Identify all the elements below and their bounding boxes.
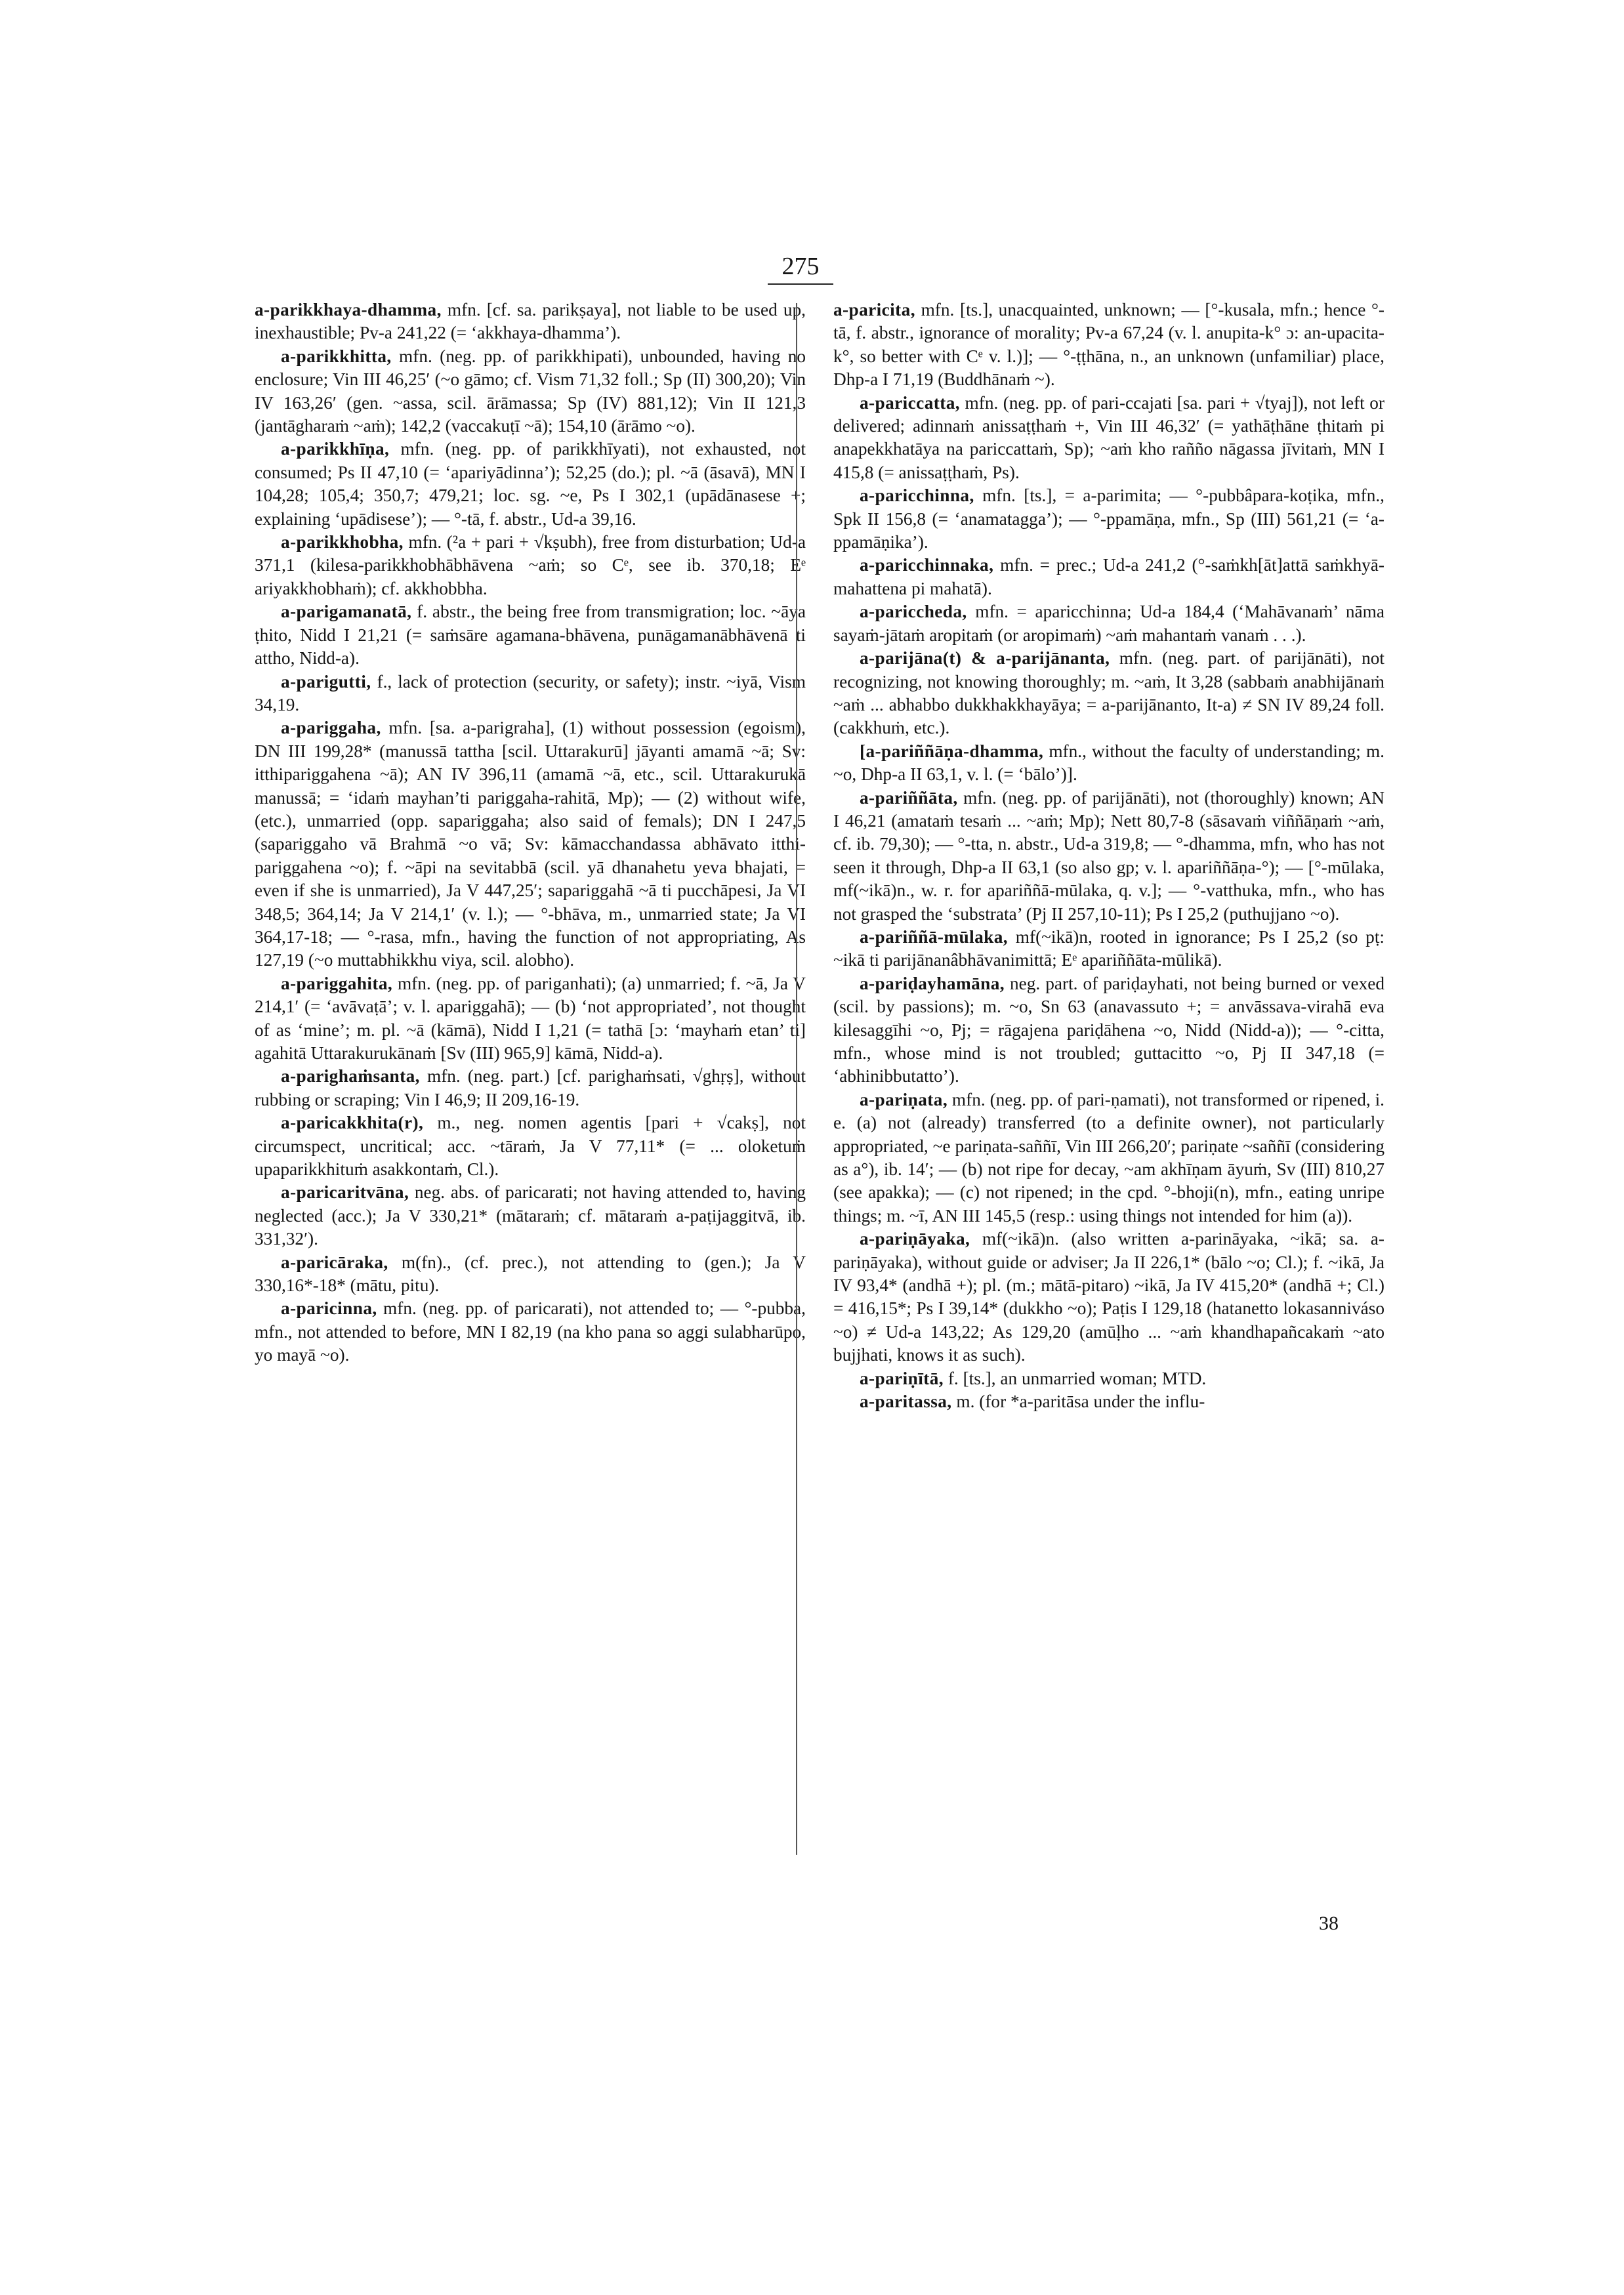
dictionary-entry <box>833 392 1385 485</box>
entry-headword: a-pariṇāyaka, <box>860 1229 970 1249</box>
dictionary-entry <box>255 1251 806 1298</box>
entry-definition: mfn. = aparicchinna; Ud-a 184,4 (‘Mahāvanaṁ’ nāma sayaṁ-jātaṁ aropitaṁ (or aropimaṁ) ~aṁ mahantaṁ vanaṁ . . .). <box>833 602 1385 645</box>
entry-definition: mfn. (neg. pp. of pari-ccajati [sa. pari + √tyaj]), not left or delivered; adinnaṁ anissaṭṭhaṁ +, Vin III 46,32′ (= yathāṭhāne ṭhitaṁ pi anapekkhatāya na pariccattaṁ, Sp); ~aṁ kho rañño nāgassa jīvitaṁ, MN I 415,8 (= anissaṭṭhaṁ, Ps). <box>833 392 1385 482</box>
right-column <box>833 299 1385 1414</box>
entry-headword: a-paricita, <box>833 300 915 320</box>
entry-headword: a-parigamanatā, <box>281 602 412 622</box>
entry-definition: mfn. (neg. part. of parijānāti), not recognizing, not knowing thoroughly; m. ~aṁ, It 3,28 (sabbaṁ anabhijānaṁ ~aṁ ... abhabbo dukkhakkhayāya; = a-parijānanto, It-a) ≠ SN IV 89,24 foll. (cakkhuṁ, etc.). <box>833 648 1385 738</box>
dictionary-entry <box>833 740 1385 787</box>
entry-headword: a-pariccheda, <box>860 602 967 622</box>
dictionary-entry <box>255 438 806 531</box>
entry-definition: mfn. (neg. pp. of paricarati), not attended to; — °-pubba, mfn., not attended to before, MN I 82,19 (na kho pana so aggi sulabharūpo, yo mayā ~o). <box>255 1298 806 1365</box>
dictionary-entry <box>255 1065 806 1111</box>
entry-definition: mfn., without the faculty of understanding; m. ~o, Dhp-a II 63,1, v. l. (= ‘bālo’)]. <box>833 741 1385 785</box>
entry-headword: a-parikkhitta, <box>281 346 392 366</box>
dictionary-entry <box>833 926 1385 972</box>
dictionary-entry <box>255 1111 806 1181</box>
dictionary-entry <box>255 972 806 1065</box>
signature-mark: 38 <box>1319 1912 1339 1934</box>
entry-headword: a-paricāraka, <box>281 1252 388 1272</box>
entry-headword: a-pariggaha, <box>281 718 381 738</box>
dictionary-entry <box>255 531 806 600</box>
entry-headword: a-pariccatta, <box>860 392 961 413</box>
dictionary-entry <box>255 1181 806 1251</box>
entry-definition: mfn. = prec.; Ud-a 241,2 (°-saṁkh[āt]attā saṁkhyā-mahattena pi mahatā). <box>833 555 1385 598</box>
dictionary-entry <box>833 1390 1385 1413</box>
entry-headword: a-paricchinnaka, <box>860 555 994 575</box>
entry-headword: a-parikkhaya-dhamma, <box>255 300 442 320</box>
dictionary-entry <box>833 1228 1385 1367</box>
entry-definition: mfn. (neg. part.) [cf. parighaṁsati, √ghṛṣ], without rubbing or scraping; Vin I 46,9; II 209,16-19. <box>255 1066 806 1109</box>
entry-headword: a-paricinna, <box>281 1298 377 1319</box>
entry-definition: neg. abs. of paricarati; not having attended to, having neglected (acc.); Ja V 330,21* (mātaraṁ; cf. mātaraṁ a-paṭijaggitvā, ib. 331,32′). <box>255 1182 806 1249</box>
column-divider <box>796 303 797 1855</box>
dictionary-entry <box>833 787 1385 926</box>
entry-definition: f. abstr., the being free from transmigration; loc. ~āya ṭhito, Nidd I 21,21 (= saṁsāre agamana-bhāvena, punāgamanābhāvenā ti attho, Nidd-a). <box>255 602 806 669</box>
page-number: 275 <box>768 252 833 285</box>
entry-definition: mfn. (neg. pp. of parikkhipati), unbounded, having no enclosure; Vin III 46,25′ (~o gāmo; cf. Vism 71,32 foll.; Sp (II) 300,20); Vin IV 163,26′ (gen. ~assa, scil. ārāmassa; Sp (IV) 881,12); Vin II 121,3 (jantāgharaṁ ~aṁ); 142,2 (vaccakuṭī ~ā); 154,10 (ārāmo ~o). <box>255 346 806 436</box>
dictionary-entry <box>833 972 1385 1088</box>
entry-definition: mf(~ikā)n, rooted in ignorance; Ps I 25,2 (so pṭ: ~ikā ti parijānanâbhāvanimittā; Eᵉ apariññāta-mūlikā). <box>833 926 1385 970</box>
entry-definition: m. (for *a-paritāsa under the influ- <box>951 1392 1205 1412</box>
dictionary-entry <box>255 1297 806 1367</box>
dictionary-entry <box>833 554 1385 600</box>
dictionary-entry <box>833 647 1385 740</box>
entry-headword: a-pariggahita, <box>281 973 393 993</box>
entry-headword: a-parijāna(t) & a-parijānanta, <box>860 648 1110 669</box>
entry-headword: a-parighaṁsanta, <box>281 1066 420 1086</box>
entry-headword: a-pariññāta, <box>860 787 958 808</box>
entry-headword: [a-pariññāṇa-dhamma, <box>860 741 1044 761</box>
entry-definition: mfn. [ts.], unacquainted, unknown; — [°-kusala, mfn.; hence °-tā, f. abstr., ignorance of morality; Pv-a 67,24 (v. l. anupita-k° ɔ: an-upacita-k°, so better with Cᵉ v. l.)]; — °-ṭṭhāna, n., an unknown (unfamiliar) place, Dhp-a I 71,19 (Buddhānaṁ ~). <box>833 300 1385 390</box>
dictionary-entry <box>255 600 806 670</box>
entry-definition: mfn. [cf. sa. parikṣaya], not liable to be used up, inexhaustible; Pv-a 241,22 (= ‘akkhaya-dhamma’). <box>255 300 806 343</box>
entry-headword: a-parigutti, <box>281 671 371 692</box>
entry-definition: mf(~ikā)n. (also written a-parināyaka, ~ikā; sa. a-pariṇāyaka), without guide or adviser; Ja II 226,1* (bālo ~o; Cl.); f. ~ikā, Ja IV 93,4* (andhā +); pl. (m.; mātā-pitaro) ~ikā, Ja IV 415,20* (andhā +; Cl.) = 416,15*; Ps I 39,14* (dukkho ~o); Paṭis I 129,18 (hatanetto lokasanniváso ~o) ≠ Ud-a 143,22; As 129,20 (amūḷho ... ~aṁ khandhapañcakaṁ ~ato bujjhati, knows it as such). <box>833 1229 1385 1365</box>
entry-headword: a-paricaritvāna, <box>281 1182 409 1203</box>
entry-definition: mfn. (neg. pp. of pari-ṇamati), not transformed or ripened, i. e. (a) not (already) transferred (to a definite owner), not particularly appropriated, ~e pariṇata-saññī, Vin III 266,20′; pariṇate ~saññī (considering as a°), ib. 14′; — (b) not ripe for decay, ~am akhīṇam āyuṁ, Sv (III) 810,27 (see apakka); — (c) not ripened; in the cpd. °-bhoji(n), mfn., eating unripe things; m. ~ī, AN III 145,5 (resp.: using things not intended for him (a)). <box>833 1089 1385 1226</box>
entry-headword: a-pariññā-mūlaka, <box>860 926 1008 947</box>
entry-definition: mfn. [sa. a-parigraha], (1) without possession (egoism), DN III 199,28* (manussā tattha [scil. Uttarakurū] jāyanti amamā ~ā; Sv: itthipariggahena ~ā); AN IV 396,11 (amamā ~ā, etc., scil. Uttarakurukā manussā; = ‘idaṁ mayhan’ti pariggaha-rahitā, Mp); — (2) without wife, (etc.), unmarried (opp. sapariggaha; also said of femals); DN I 247,5 (sapariggaho vā Brahmā ~o vā; Sv: kāmacchandassa abhāvato itthi-pariggahena ~o); f. ~āpi na sevitabbā (scil. yā dhanahetu yeva bhajati, = even if she is unmarried), Ja V 447,25′; sapariggahā ~ā ti pucchāpesi, Ja VI 348,5; 364,14; Ja V 214,1′ (v. l.); — °-bhāva, m., unmarried state; Ja VI 364,17-18; — °-rasa, mfn., having the function of not appropriating, As 127,19 (~o muttabhikkhu viya, scil. alobho). <box>255 718 806 970</box>
entry-headword: a-parikkhobha, <box>281 532 404 552</box>
entry-definition: mfn. (neg. pp. of pariganhati); (a) unmarried; f. ~ā, Ja V 214,1′ (= ‘avāvaṭā’; v. l. apariggahā); — (b) ‘not appropriated’, not thought of as ‘mine’; m. pl. ~ā (kāmā), Nidd I 1,21 (= tathā [ɔ: ‘mayhaṁ etan’ ti] agahitā Uttarakurukānaṁ [Sv (III) 965,9] kāmā, Nidd-a). <box>255 973 806 1063</box>
entry-headword: a-paricakkhita(r), <box>281 1113 424 1133</box>
dictionary-entry <box>255 716 806 972</box>
entry-headword: a-pariṇata, <box>860 1089 948 1109</box>
entry-headword: a-pariḍayhamāna, <box>860 973 1005 993</box>
entry-definition: neg. part. of pariḍayhati, not being burned or vexed (scil. by passions); m. ~o, Sn 63 (anavassuto +; = anvāssava-virahā eva kilesaggīhi ~o, Pj; = rāgajena pariḍāhena ~o, Nidd (Nidd-a)); — °-citta, mfn., whose mind is not troubled; guttacitto ~o, Pj II 347,18 (= ‘abhinibbutatto’). <box>833 973 1385 1086</box>
entry-definition: f., lack of protection (security, or safety); instr. ~iyā, Vism 34,19. <box>255 671 806 714</box>
entry-definition: mfn. [ts.], = a-parimita; — °-pubbâpara-koṭika, mfn., Spk II 156,8 (= ‘anamatagga’); — °-ppamāṇa, mfn., Sp (III) 561,21 (= ‘a-ppamāṇika’). <box>833 486 1385 552</box>
dictionary-entry <box>833 299 1385 392</box>
entry-definition: f. [ts.], an unmarried woman; MTD. <box>944 1368 1207 1388</box>
entry-headword: a-pariṇītā, <box>860 1368 944 1388</box>
left-column <box>255 299 806 1367</box>
entry-headword: a-paritassa, <box>860 1392 952 1412</box>
entry-definition: m(fn)., (cf. prec.), not attending to (gen.); Ja V 330,16*-18* (mātu, pitu). <box>255 1252 806 1296</box>
dictionary-entry <box>255 671 806 717</box>
entry-definition: mfn. (²a + pari + √kṣubh), free from disturbation; Ud-a 371,1 (kilesa-parikkhobhābhāvena ~aṁ; so Cᵉ, see ib. 370,18; Eᵉ ariyakkhobhaṁ); cf. akkhobbha. <box>255 532 806 598</box>
entry-definition: mfn. (neg. pp. of parikkhīyati), not exhausted, not consumed; Ps II 47,10 (= ‘apariyādinna’); 52,25 (do.); pl. ~ā (āsavā), MN I 104,28; 105,4; 350,7; 479,21; loc. sg. ~e, Ps I 302,1 (upādānasese +; explaining ‘upādisese’); — °-tā, f. abstr., Ud-a 39,16. <box>255 439 806 529</box>
entry-headword: a-paricchinna, <box>860 486 974 506</box>
entry-definition: mfn. (neg. pp. of parijānāti), not (thoroughly) known; AN I 46,21 (amataṁ tesaṁ ... ~aṁ; Mp); Nett 80,7-8 (sāsavaṁ viññāṇaṁ ~aṁ, cf. ib. 79,30); — °-tta, n. abstr., Ud-a 319,8; — °-dhamma, mfn, who has not seen it through, Dhp-a II 63,1 (so also gp; v. l. apariññāṇa-°); — [°-mūlaka, mf(~ikā)n., w. r. for apariññā-mūlaka, q. v.]; — °-vatthuka, mfn., who has not grasped the ‘substrata’ (Pj II 257,10-11); Ps I 25,2 (puthujjano ~o). <box>833 787 1385 924</box>
dictionary-entry <box>833 484 1385 554</box>
dictionary-entry <box>833 1088 1385 1228</box>
dictionary-entry <box>833 1367 1385 1390</box>
dictionary-entry <box>255 299 806 345</box>
dictionary-entry <box>255 345 806 438</box>
dictionary-entry <box>833 600 1385 647</box>
entry-definition: m., neg. nomen agentis [pari + √cakṣ], not circumspect, uncritical; acc. ~tāraṁ, Ja V 77,11* (= ... oloketuṁ upaparikkhituṁ asakkontaṁ, Cl.). <box>255 1113 806 1180</box>
entry-headword: a-parikkhīṇa, <box>281 439 390 459</box>
